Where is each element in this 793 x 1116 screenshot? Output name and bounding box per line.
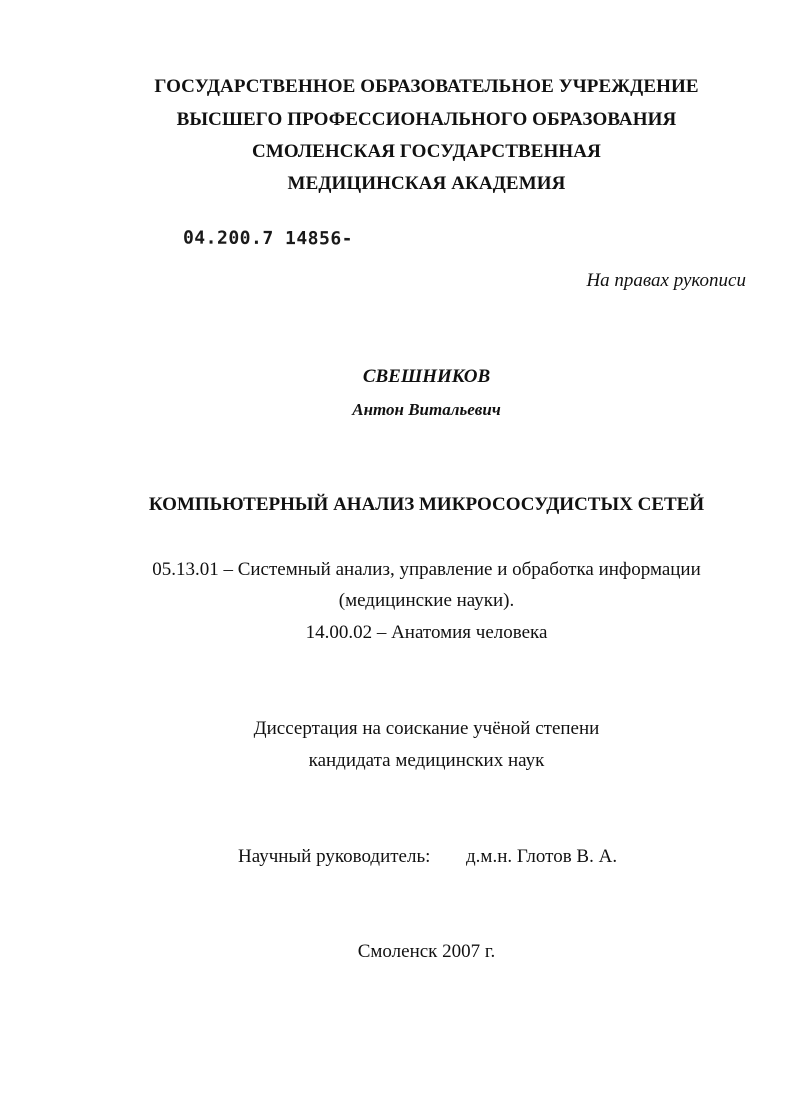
specialty-line-1: 05.13.01 – Системный анализ, управление и обработка информации: [152, 559, 701, 580]
specialty-line-3: 14.00.02 – Анатомия человека: [305, 622, 548, 643]
institution-line-3: СМОЛЕНСКАЯ ГОСУДАРСТВЕННАЯ: [252, 141, 601, 162]
degree-line-2: кандидата медицинских наук: [308, 750, 545, 771]
institution-line-4: МЕДИЦИНСКАЯ АКАДЕМИЯ: [287, 173, 566, 194]
institution-line-1: ГОСУДАРСТВЕННОЕ ОБРАЗОВАТЕЛЬНОЕ УЧРЕЖДЕНИЕ: [154, 76, 699, 97]
author-surname: СВЕШНИКОВ: [362, 366, 491, 387]
registry-stamp: 04.200.7 14856-: [182, 227, 354, 250]
place-year: Смоленск 2007 г.: [357, 941, 496, 962]
manuscript-note: На правах рукописи: [586, 270, 746, 291]
supervisor-label: Научный руководитель:: [238, 846, 431, 867]
specialty-line-2: (медицинские науки).: [338, 590, 515, 611]
author-given-names: Антон Витальевич: [352, 400, 501, 419]
supervisor-name: д.м.н. Глотов В. А.: [466, 846, 618, 867]
thesis-title: КОМПЬЮТЕРНЫЙ АНАЛИЗ МИКРОСОСУДИСТЫХ СЕТЕЙ: [148, 494, 705, 515]
degree-line-1: Диссертация на соискание учёной степени: [253, 718, 600, 739]
institution-line-2: ВЫСШЕГО ПРОФЕССИОНАЛЬНОГО ОБРАЗОВАНИЯ: [176, 109, 677, 130]
